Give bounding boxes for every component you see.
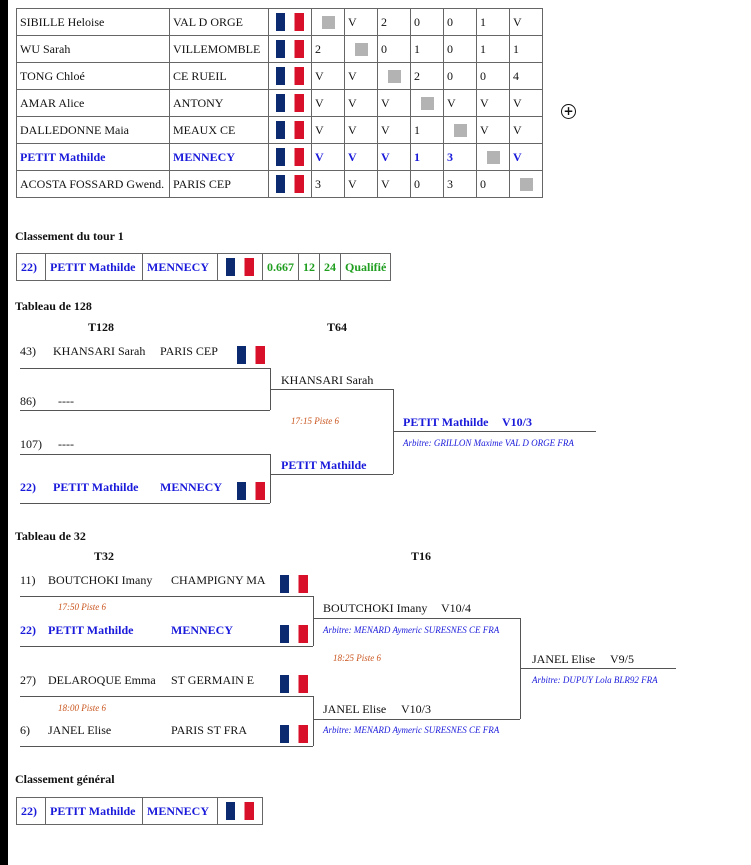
pool-score-cell: V	[345, 63, 378, 90]
left-border	[0, 0, 8, 865]
pool-score-cell: 1	[477, 36, 510, 63]
grey-square-icon	[322, 16, 335, 29]
pool-score-cell: V	[312, 117, 345, 144]
france-flag-icon	[276, 94, 304, 112]
t32-final-name[interactable]: JANEL Elise	[532, 652, 596, 666]
pool-row	[17, 144, 543, 171]
pool-row	[17, 117, 543, 144]
t128-entry4-club: MENNECY	[160, 480, 222, 494]
pool-score-cell: V	[345, 117, 378, 144]
t32-winner2-score: V10/3	[401, 702, 431, 716]
pool-fencer-name[interactable]: SIBILLE Heloise	[17, 9, 170, 36]
t32-col1: T32	[94, 549, 115, 563]
t128-entry4-rank: 22)	[20, 480, 36, 494]
france-flag-icon	[276, 148, 304, 166]
t32-entry2-club: MENNECY	[171, 623, 233, 637]
tour1-td: 12	[299, 254, 320, 281]
t32-winner2-arbitre: Arbitre: MENARD Aymeric SURESNES CE FRA	[323, 725, 500, 735]
grey-square-icon	[520, 178, 533, 191]
t32-entry1-club: CHAMPIGNY MA	[171, 573, 266, 587]
expand-plus-icon[interactable]: +	[561, 104, 576, 119]
france-flag-icon	[280, 725, 308, 743]
t128-entry1-rank: 43)	[20, 344, 36, 358]
pool-fencer-club: CE RUEIL	[170, 63, 269, 90]
pool-score-cell: V	[312, 144, 345, 171]
pool-score-cell: V	[345, 144, 378, 171]
t128-schedule: 17:15 Piste 6	[291, 416, 339, 426]
tour1-name[interactable]: PETIT Mathilde	[46, 254, 143, 281]
t32-winner1-name[interactable]: BOUTCHOKI Imany	[323, 601, 428, 615]
t32-entry3-rank: 27)	[20, 673, 36, 687]
t128-entry3-name: ----	[58, 437, 74, 451]
t128-entry1-club: PARIS CEP	[160, 344, 218, 358]
pool-score-cell: 0	[444, 63, 477, 90]
pool-score-cell: V	[510, 90, 543, 117]
t128-arbitre: Arbitre: GRILLON Maxime VAL D ORGE FRA	[403, 438, 574, 448]
grey-square-icon	[487, 151, 500, 164]
grey-square-icon	[421, 97, 434, 110]
france-flag-icon	[237, 346, 265, 364]
t128-winner2[interactable]: PETIT Mathilde	[281, 458, 367, 472]
pool-score-cell: V	[444, 90, 477, 117]
tour1-title: Classement du tour 1	[15, 229, 124, 243]
pool-fencer-name[interactable]: AMAR Alice	[17, 90, 170, 117]
t32-schedule3: 18:25 Piste 6	[333, 653, 381, 663]
pool-score-cell: 1	[411, 117, 444, 144]
pool-flag-cell	[269, 9, 312, 36]
general-name[interactable]: PETIT Mathilde	[46, 798, 143, 825]
tour1-ratio: 0.667	[263, 254, 299, 281]
tour1-flag	[218, 254, 263, 281]
t32-entry4-rank: 6)	[20, 723, 30, 737]
pool-score-cell: 3	[312, 171, 345, 198]
pool-flag-cell	[269, 144, 312, 171]
t128-col1: T128	[88, 320, 115, 334]
pool-score-cell: 2	[312, 36, 345, 63]
t32-title: Tableau de 32	[15, 529, 86, 543]
pool-score-cell: 0	[444, 36, 477, 63]
pool-score-cell: 0	[411, 9, 444, 36]
pool-flag-cell	[269, 63, 312, 90]
t32-entry3-name[interactable]: DELAROQUE Emma	[48, 673, 156, 687]
general-title: Classement général	[15, 772, 115, 786]
pool-diagonal-cell	[312, 9, 345, 36]
pool-score-cell: 0	[378, 36, 411, 63]
t32-entry4-club: PARIS ST FRA	[171, 723, 248, 737]
pool-score-cell: V	[378, 117, 411, 144]
t32-entry1-rank: 11)	[20, 573, 36, 587]
t32-entry4-name[interactable]: JANEL Elise	[48, 723, 112, 737]
pool-flag-cell	[269, 117, 312, 144]
pool-fencer-club: MENNECY	[170, 144, 269, 171]
pool-score-cell: V	[510, 9, 543, 36]
t32-entry2-name[interactable]: PETIT Mathilde	[48, 623, 134, 637]
pool-score-cell: V	[345, 90, 378, 117]
tour1-tr: 24	[320, 254, 341, 281]
france-flag-icon	[276, 175, 304, 193]
pool-flag-cell	[269, 90, 312, 117]
pool-score-cell: 1	[477, 9, 510, 36]
france-flag-icon	[280, 575, 308, 593]
pool-score-cell: 0	[477, 171, 510, 198]
pool-diagonal-cell	[411, 90, 444, 117]
pool-row	[17, 63, 543, 90]
grey-square-icon	[454, 124, 467, 137]
t128-col2: T64	[327, 320, 348, 334]
pool-row	[17, 36, 543, 63]
pool-fencer-club: ANTONY	[170, 90, 269, 117]
pool-row	[17, 9, 543, 36]
pool-score-cell: V	[312, 63, 345, 90]
pool-score-cell: 1	[510, 36, 543, 63]
pool-diagonal-cell	[510, 171, 543, 198]
pool-score-cell: V	[477, 117, 510, 144]
pool-diagonal-cell	[345, 36, 378, 63]
t32-winner2-name[interactable]: JANEL Elise	[323, 702, 387, 716]
france-flag-icon	[276, 121, 304, 139]
pool-fencer-club: MEAUX CE	[170, 117, 269, 144]
t32-entry1-name[interactable]: BOUTCHOKI Imany	[48, 573, 153, 587]
pool-row	[17, 90, 543, 117]
pool-score-cell: V	[378, 171, 411, 198]
t32-final-arbitre: Arbitre: DUPUY Lola BLR92 FRA	[532, 675, 658, 685]
t128-final-score: V10/3	[502, 415, 532, 429]
t128-entry2-rank: 86)	[20, 394, 36, 408]
tour1-status: Qualifié	[341, 254, 391, 281]
tour1-club: MENNECY	[143, 254, 218, 281]
t128-title: Tableau de 128	[15, 299, 92, 313]
pool-score-cell: V	[510, 117, 543, 144]
france-flag-icon	[276, 13, 304, 31]
t32-final-score: V9/5	[610, 652, 634, 666]
pool-flag-cell	[269, 171, 312, 198]
france-flag-icon	[226, 258, 254, 276]
t128-entry2-name: ----	[58, 394, 74, 408]
pool-score-cell: 2	[378, 9, 411, 36]
general-flag	[218, 798, 263, 825]
pool-score-cell: 1	[411, 144, 444, 171]
france-flag-icon	[280, 625, 308, 643]
general-ranking	[16, 797, 263, 825]
pool-fencer-name[interactable]: DALLEDONNE Maia	[17, 117, 170, 144]
france-flag-icon	[280, 675, 308, 693]
general-club: MENNECY	[143, 798, 218, 825]
pool-score-cell: 1	[411, 36, 444, 63]
pool-fencer-name[interactable]: WU Sarah	[17, 36, 170, 63]
tour1-ranking	[16, 253, 391, 281]
pool-diagonal-cell	[444, 117, 477, 144]
pool-diagonal-cell	[378, 63, 411, 90]
pool-fencer-name[interactable]: TONG Chloé	[17, 63, 170, 90]
pool-score-cell: 4	[510, 63, 543, 90]
pool-fencer-club: PARIS CEP	[170, 171, 269, 198]
general-rank: 22)	[17, 798, 46, 825]
pool-fencer-name[interactable]: ACOSTA FOSSARD Gwend.	[17, 171, 170, 198]
pool-score-cell: 3	[444, 144, 477, 171]
t32-schedule2: 18:00 Piste 6	[58, 703, 106, 713]
pool-row	[17, 171, 543, 198]
tour1-rank: 22)	[17, 254, 46, 281]
t32-entry3-club: ST GERMAIN E	[171, 673, 255, 687]
pool-score-cell: 0	[411, 171, 444, 198]
pool-table	[16, 8, 543, 198]
t128-entry3-rank: 107)	[20, 437, 42, 451]
grey-square-icon	[355, 43, 368, 56]
pool-score-cell: V	[345, 171, 378, 198]
t128-winner1[interactable]: KHANSARI Sarah	[281, 373, 374, 387]
t128-entry4-name[interactable]: PETIT Mathilde	[53, 480, 139, 494]
pool-score-cell: 2	[411, 63, 444, 90]
t32-entry2-rank: 22)	[20, 623, 36, 637]
t128-final-name[interactable]: PETIT Mathilde	[403, 415, 489, 429]
pool-fencer-name[interactable]: PETIT Mathilde	[17, 144, 170, 171]
pool-flag-cell	[269, 36, 312, 63]
pool-score-cell: 0	[477, 63, 510, 90]
t32-schedule1: 17:50 Piste 6	[58, 602, 106, 612]
pool-diagonal-cell	[477, 144, 510, 171]
pool-fencer-club: VILLEMOMBLE	[170, 36, 269, 63]
france-flag-icon	[276, 67, 304, 85]
pool-fencer-club: VAL D ORGE	[170, 9, 269, 36]
t128-entry1-name[interactable]: KHANSARI Sarah	[53, 344, 146, 358]
france-flag-icon	[226, 802, 254, 820]
pool-score-cell: V	[510, 144, 543, 171]
t32-winner1-score: V10/4	[441, 601, 471, 615]
grey-square-icon	[388, 70, 401, 83]
pool-score-cell: V	[477, 90, 510, 117]
pool-score-cell: V	[378, 90, 411, 117]
france-flag-icon	[276, 40, 304, 58]
pool-score-cell: 3	[444, 171, 477, 198]
pool-score-cell: 0	[444, 9, 477, 36]
pool-score-cell: V	[378, 144, 411, 171]
france-flag-icon	[237, 482, 265, 500]
pool-score-cell: V	[345, 9, 378, 36]
pool-score-cell: V	[312, 90, 345, 117]
t32-winner1-arbitre: Arbitre: MENARD Aymeric SURESNES CE FRA	[323, 625, 500, 635]
t32-col2: T16	[411, 549, 432, 563]
